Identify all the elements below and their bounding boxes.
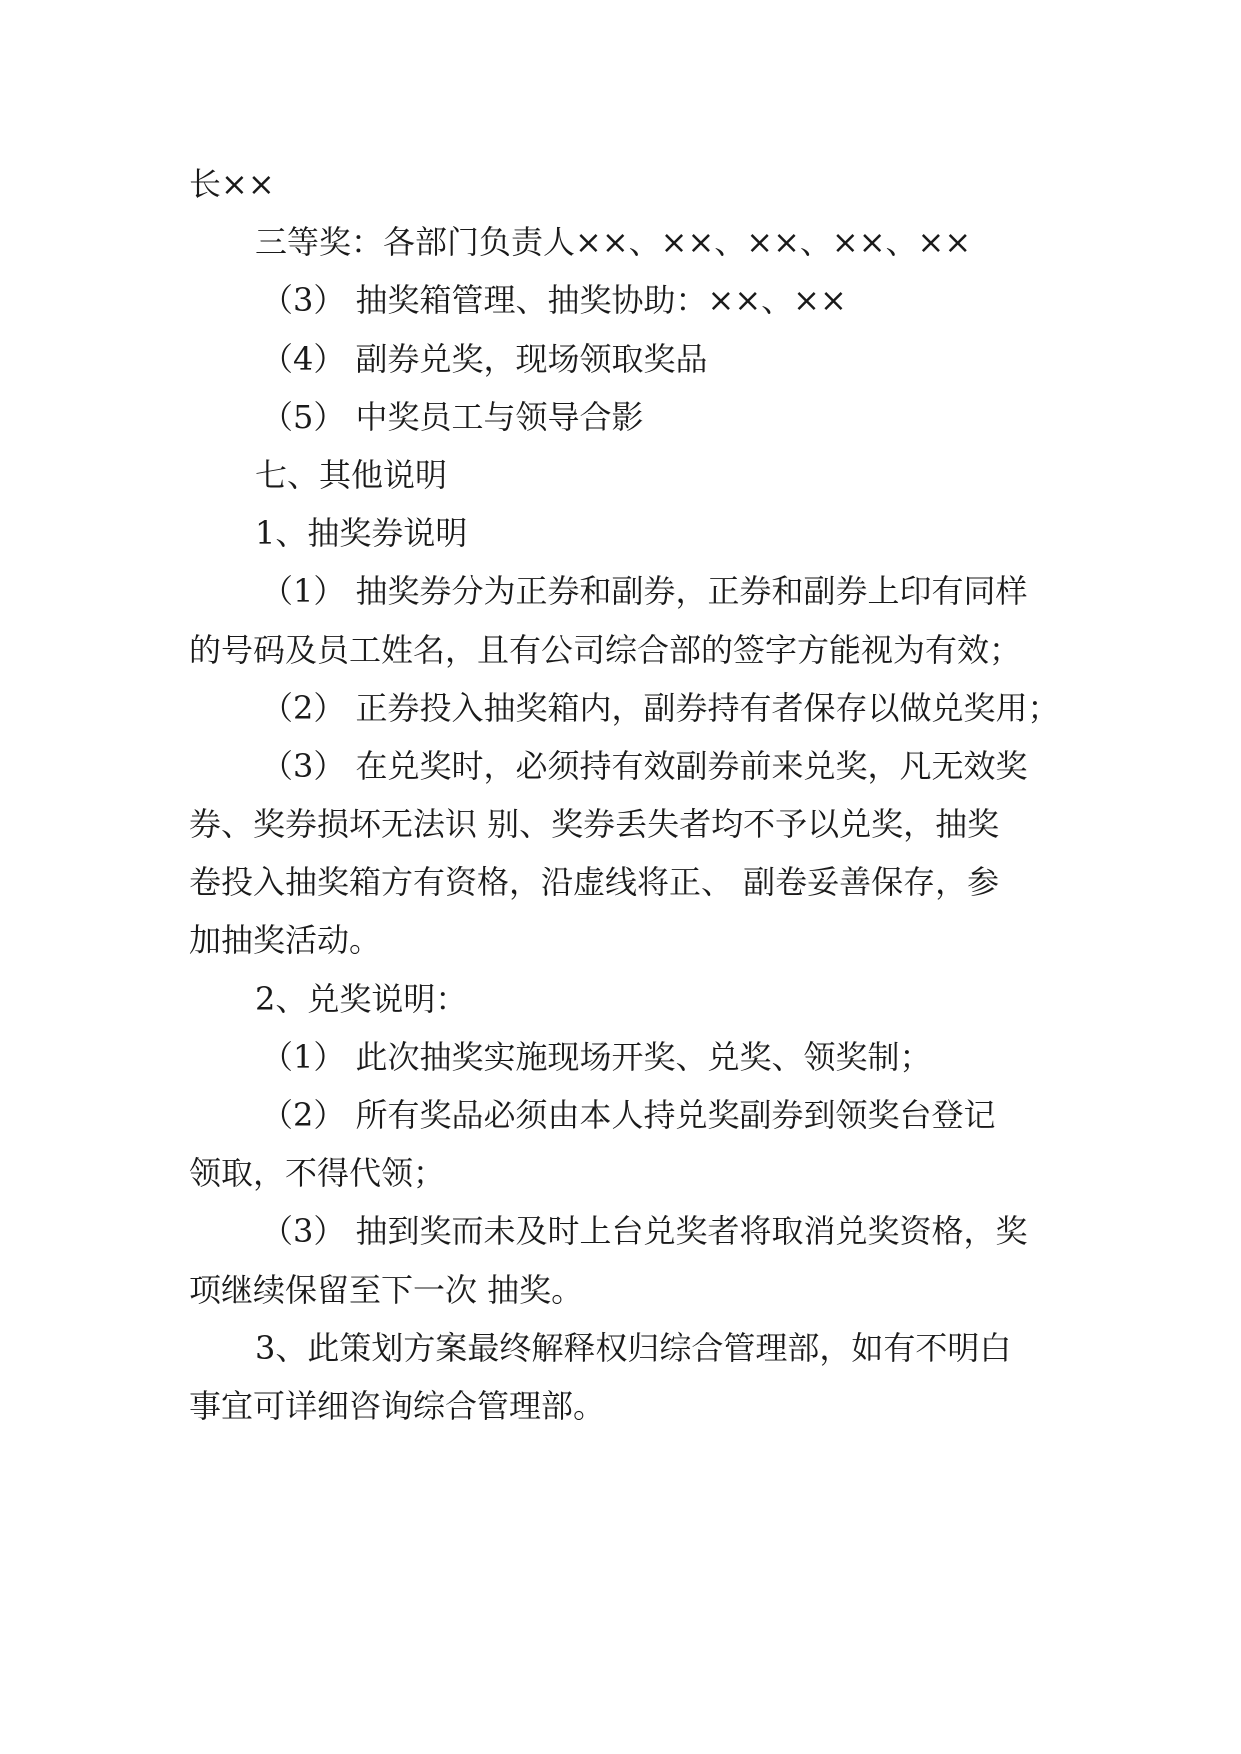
text-line: （5） 中奖员工与领导合影 [261, 397, 644, 436]
document-body [189, 155, 1069, 1435]
text-line: 券、奖券损坏无法识 别、奖券丢失者均不予以兑奖，抽奖 [189, 805, 1000, 844]
text-line: （2） 正券投入抽奖箱内，副券持有者保存以做兑奖用； [261, 688, 1060, 727]
text-line: （3） 抽奖箱管理、抽奖协助：××、×× [261, 281, 847, 320]
text-line: 卷投入抽奖箱方有资格，沿虚线将正、 副卷妥善保存，参 [189, 863, 1000, 902]
text-line: （3） 在兑奖时，必须持有效副券前来兑奖，凡无效奖 [261, 746, 1028, 785]
subsection-heading: 2、兑奖说明： [255, 979, 468, 1018]
text-line: （3） 抽到奖而未及时上台兑奖者将取消兑奖资格，奖 [261, 1212, 1028, 1251]
text-line: （1） 抽奖券分为正券和副券，正券和副券上印有同样 [261, 572, 1028, 611]
text-line: 3、此策划方案最终解释权归综合管理部，如有不明白 [255, 1328, 1012, 1367]
text-line: 项继续保留至下一次 抽奖。 [189, 1270, 584, 1309]
text-line: 加抽奖活动。 [189, 921, 382, 960]
text-line: （2） 所有奖品必须由本人持兑奖副券到领奖台登记 [261, 1096, 996, 1134]
text-line: 领取，不得代领； [189, 1154, 446, 1193]
text-line: （4） 副券兑奖，现场领取奖品 [261, 339, 708, 378]
section-heading: 七、其他说明 [255, 455, 448, 494]
text-line: （1） 此次抽奖实施现场开奖、兑奖、领奖制； [261, 1037, 932, 1076]
text-line: 三等奖：各部门负责人××、××、××、××、×× [255, 223, 972, 262]
subsection-heading: 1、抽奖券说明 [255, 514, 468, 553]
text-line: 长×× [189, 165, 275, 203]
text-line: 的号码及员工姓名，且有公司综合部的签字方能视为有效； [189, 630, 1022, 669]
text-line: 事宜可详细咨询综合管理部。 [189, 1386, 606, 1425]
